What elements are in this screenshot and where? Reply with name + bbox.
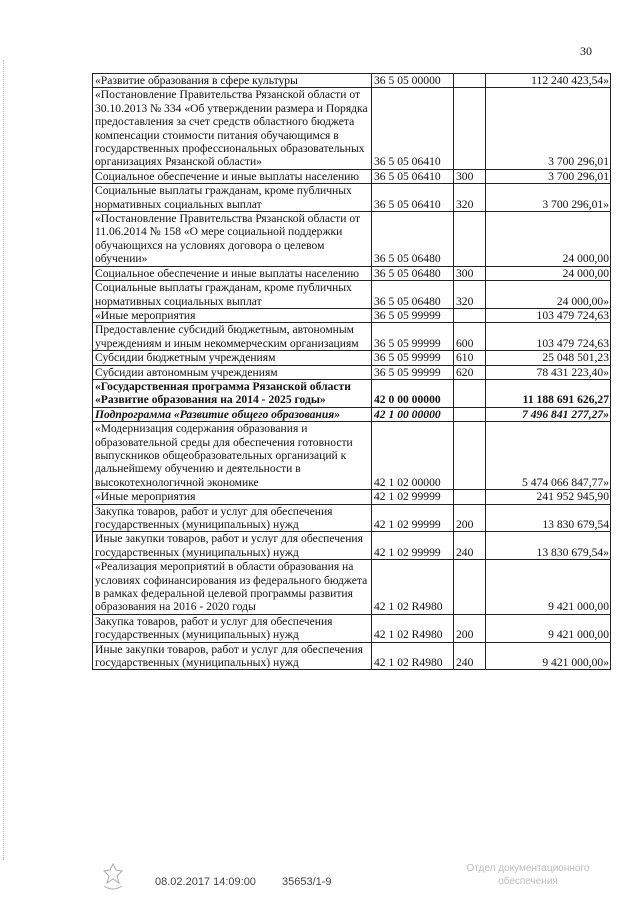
table-row xyxy=(93,266,611,280)
row-name-cell: Подпрограмма «Развитие общего образования» xyxy=(93,407,372,421)
row-name-cell: «Иные мероприятия xyxy=(93,490,372,504)
table-row xyxy=(93,323,611,351)
department-stamp: Отдел документационного обеспечения xyxy=(466,863,590,887)
row-expense-type-cell: 200 xyxy=(454,504,486,532)
row-name-cell: «Государственная программа Рязанской области «Развитие образования на 2014 - 2025 годы» xyxy=(93,379,372,407)
row-code-cell: 36 5 05 06410 xyxy=(372,184,454,212)
table-row xyxy=(93,490,611,504)
page-number: 30 xyxy=(580,44,592,58)
table-row xyxy=(93,560,611,615)
table-row xyxy=(93,351,611,365)
row-sum-cell: 24 000,00» xyxy=(486,281,611,309)
table-row xyxy=(93,74,611,88)
row-name-cell: Закупка товаров, работ и услуг для обеспечения государственных (муниципальных) нужд xyxy=(93,504,372,532)
row-sum-cell: 7 496 841 277,27» xyxy=(486,407,611,421)
table-row xyxy=(93,407,611,421)
row-sum-cell: 3 700 296,01 xyxy=(486,88,611,169)
table-row xyxy=(93,281,611,309)
row-name-cell: «Постановление Правительства Рязанской области от 11.06.2014 № 158 «О мере социальной поддержки обучающихся на условиях договора о целевом обучении» xyxy=(93,212,372,267)
footer-timestamp: 08.02.2017 14:09:00 xyxy=(155,876,256,888)
row-expense-type-cell xyxy=(454,490,486,504)
row-name-cell: Социальные выплаты гражданам, кроме публичных нормативных социальных выплат xyxy=(93,184,372,212)
table-row xyxy=(93,88,611,169)
row-expense-type-cell: 320 xyxy=(454,184,486,212)
row-name-cell: Иные закупки товаров, работ и услуг для обеспечения государственных (муниципальных) нужд xyxy=(93,642,372,670)
row-name-cell: Социальное обеспечение и иные выплаты населению xyxy=(93,169,372,183)
row-expense-type-cell: 300 xyxy=(454,266,486,280)
row-code-cell: 42 1 02 R4980 xyxy=(372,560,454,615)
table-row xyxy=(93,365,611,379)
row-name-cell: Субсидии автономным учреждениям xyxy=(93,365,372,379)
row-expense-type-cell: 200 xyxy=(454,614,486,642)
table-row xyxy=(93,379,611,407)
row-code-cell: 36 5 05 00000 xyxy=(372,74,454,88)
row-code-cell: 42 1 02 00000 xyxy=(372,422,454,490)
row-expense-type-cell: 320 xyxy=(454,281,486,309)
row-name-cell: Иные закупки товаров, работ и услуг для обеспечения государственных (муниципальных) нужд xyxy=(93,532,372,560)
row-name-cell: «Развитие образования в сфере культуры xyxy=(93,74,372,88)
table-row xyxy=(93,184,611,212)
row-code-cell: 42 1 00 00000 xyxy=(372,407,454,421)
row-code-cell: 36 5 05 06480 xyxy=(372,281,454,309)
row-code-cell: 36 5 05 99999 xyxy=(372,365,454,379)
row-name-cell: Социальное обеспечение и иные выплаты населению xyxy=(93,266,372,280)
row-sum-cell: 13 830 679,54» xyxy=(486,532,611,560)
row-sum-cell: 25 048 501,23 xyxy=(486,351,611,365)
table-row xyxy=(93,642,611,670)
row-name-cell: Закупка товаров, работ и услуг для обеспечения государственных (муниципальных) нужд xyxy=(93,614,372,642)
row-code-cell: 36 5 05 99999 xyxy=(372,351,454,365)
row-expense-type-cell xyxy=(454,422,486,490)
emblem-icon xyxy=(100,862,126,892)
row-sum-cell: 78 431 223,40» xyxy=(486,365,611,379)
row-sum-cell: 9 421 000,00 xyxy=(486,560,611,615)
row-code-cell: 36 5 05 06480 xyxy=(372,212,454,267)
row-name-cell: Субсидии бюджетным учреждениям xyxy=(93,351,372,365)
row-expense-type-cell: 610 xyxy=(454,351,486,365)
table-row xyxy=(93,614,611,642)
row-expense-type-cell: 600 xyxy=(454,323,486,351)
row-name-cell: «Модернизация содержания образования и образовательной среды для обеспечения готовности выпускников общеобразовательных организаций к дальнейшему обучению и деятельности в высокотехнологичной экономике xyxy=(93,422,372,490)
row-sum-cell: 103 479 724,63 xyxy=(486,308,611,322)
row-sum-cell: 103 479 724,63 xyxy=(486,323,611,351)
row-expense-type-cell xyxy=(454,407,486,421)
row-code-cell: 42 1 02 99999 xyxy=(372,532,454,560)
row-name-cell: «Постановление Правительства Рязанской области от 30.10.2013 № 334 «Об утверждении размера и Порядка предоставления за счет средств областного бюджета компенсации стоимости питания обучающимся в государственных профессиональных образовательных организациях Рязанской области» xyxy=(93,88,372,169)
row-expense-type-cell: 240 xyxy=(454,532,486,560)
row-code-cell: 42 1 02 99999 xyxy=(372,490,454,504)
table-row xyxy=(93,422,611,490)
row-name-cell: «Реализация мероприятий в области образования на условиях софинансирования из федерального бюджета в рамках федеральной целевой программы развития образования на 2016 - 2020 годы xyxy=(93,560,372,615)
row-expense-type-cell xyxy=(454,379,486,407)
row-code-cell: 36 5 05 06410 xyxy=(372,88,454,169)
row-sum-cell: 3 700 296,01» xyxy=(486,184,611,212)
table-row xyxy=(93,212,611,267)
row-code-cell: 42 0 00 00000 xyxy=(372,379,454,407)
row-name-cell: Социальные выплаты гражданам, кроме публичных нормативных социальных выплат xyxy=(93,281,372,309)
row-code-cell: 42 1 02 R4980 xyxy=(372,642,454,670)
row-expense-type-cell: 300 xyxy=(454,169,486,183)
table-row xyxy=(93,308,611,322)
budget-table xyxy=(92,73,611,670)
row-code-cell: 36 5 05 06410 xyxy=(372,169,454,183)
row-code-cell: 36 5 05 99999 xyxy=(372,308,454,322)
table-row xyxy=(93,169,611,183)
row-code-cell: 42 1 02 99999 xyxy=(372,504,454,532)
row-sum-cell: 13 830 679,54 xyxy=(486,504,611,532)
row-code-cell: 42 1 02 R4980 xyxy=(372,614,454,642)
row-expense-type-cell xyxy=(454,88,486,169)
row-name-cell: Предоставление субсидий бюджетным, автономным учреждениям и иным некоммерческим организациям xyxy=(93,323,372,351)
footer-doc-number: 35653/1-9 xyxy=(282,876,332,888)
row-expense-type-cell xyxy=(454,308,486,322)
row-expense-type-cell: 240 xyxy=(454,642,486,670)
row-name-cell: «Иные мероприятия xyxy=(93,308,372,322)
row-sum-cell: 9 421 000,00» xyxy=(486,642,611,670)
row-expense-type-cell xyxy=(454,560,486,615)
row-expense-type-cell xyxy=(454,74,486,88)
row-expense-type-cell xyxy=(454,212,486,267)
row-sum-cell: 9 421 000,00 xyxy=(486,614,611,642)
row-sum-cell: 11 188 691 626,27 xyxy=(486,379,611,407)
row-sum-cell: 112 240 423,54» xyxy=(486,74,611,88)
row-expense-type-cell: 620 xyxy=(454,365,486,379)
row-sum-cell: 241 952 945,90 xyxy=(486,490,611,504)
row-sum-cell: 5 474 066 847,77» xyxy=(486,422,611,490)
row-sum-cell: 24 000,00 xyxy=(486,212,611,267)
row-sum-cell: 24 000,00 xyxy=(486,266,611,280)
row-sum-cell: 3 700 296,01 xyxy=(486,169,611,183)
row-code-cell: 36 5 05 06480 xyxy=(372,266,454,280)
table-row xyxy=(93,532,611,560)
row-code-cell: 36 5 05 99999 xyxy=(372,323,454,351)
margin-binding-dots xyxy=(3,60,6,860)
table-row xyxy=(93,504,611,532)
